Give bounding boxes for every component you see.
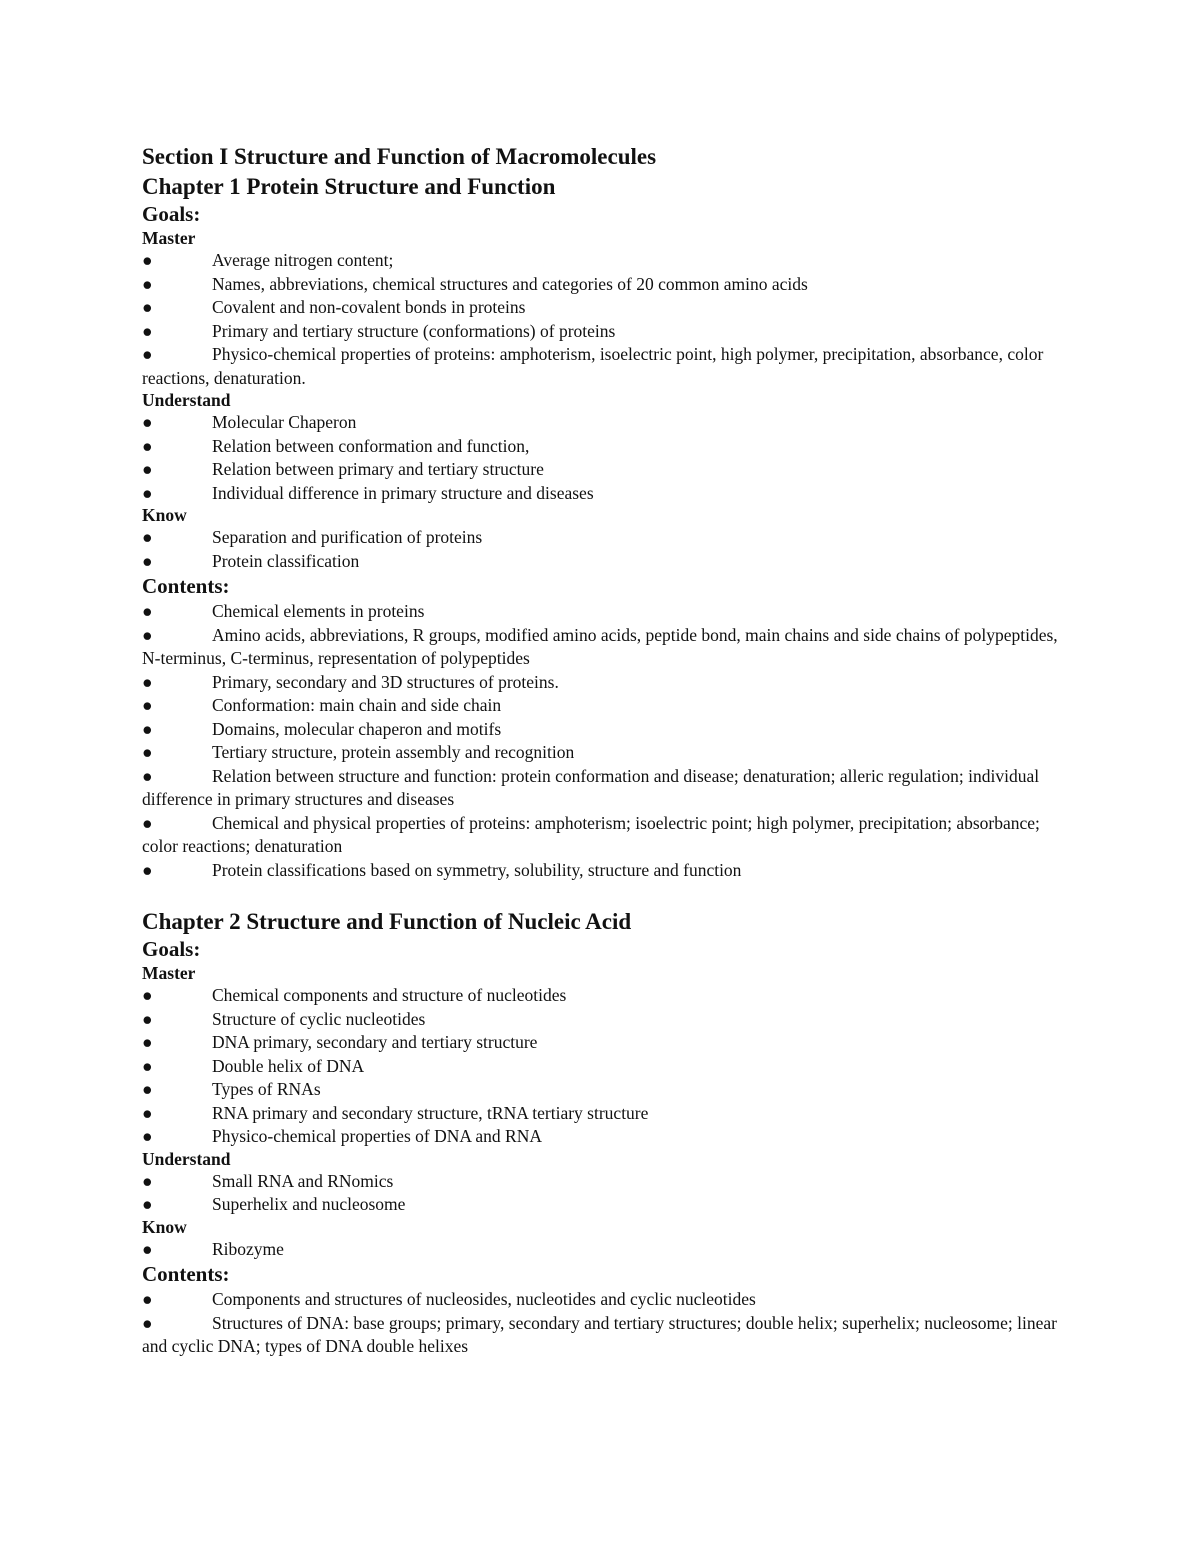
bullet-icon: ● [142, 624, 153, 645]
bullet-icon: ● [142, 1008, 153, 1029]
know-list-item [142, 1238, 1062, 1262]
section-title: Section I Structure and Function of Macromolecules [142, 144, 657, 169]
bullet-icon: ● [142, 718, 153, 739]
contents-list-item [142, 600, 1062, 624]
bullet-icon: ● [142, 742, 153, 762]
list-item-text: Names, abbreviations, chemical structures and categories of 20 common amino acids [212, 273, 808, 294]
bullet-icon: ● [142, 1126, 153, 1146]
list-item-text: Relation between primary and tertiary structure [212, 459, 544, 479]
master-list-item [142, 343, 1062, 390]
bullet-icon: ● [142, 695, 153, 715]
understand-label: Understand [142, 1148, 231, 1169]
bullet-icon: ● [142, 482, 153, 503]
list-item-text: DNA primary, secondary and tertiary structure [212, 1032, 538, 1052]
know-list-item [142, 550, 1062, 574]
list-item-text: Structures of DNA: base groups; primary, secondary and tertiary structures; double helix; superhelix; nucleosome; linear and cyclic DNA; types of DNA double helixes [142, 1312, 1057, 1356]
master-list-item [142, 320, 1062, 344]
bullet-icon: ● [142, 859, 153, 880]
master-list-item [142, 249, 1062, 273]
list-item-text: Relation between structure and function: protein conformation and disease; denaturation; alleric regulation; individual difference in primary structures and diseases [142, 765, 1040, 809]
contents-list-item [142, 718, 1062, 742]
bullet-icon: ● [142, 320, 153, 341]
contents-heading: Contents: [142, 1262, 230, 1286]
list-item-text: Primary and tertiary structure (conformations) of proteins [212, 320, 616, 341]
understand-list-item [142, 1193, 1062, 1217]
list-item-text: Primary, secondary and 3D structures of proteins. [212, 671, 559, 692]
understand-list-item [142, 1170, 1062, 1194]
bullet-icon: ● [142, 1032, 153, 1052]
understand-list-item [142, 458, 1062, 482]
list-item-text: Components and structures of nucleosides, nucleotides and cyclic nucleotides [212, 1289, 756, 1309]
list-item-text: Physico-chemical properties of DNA and RNA [212, 1126, 542, 1146]
list-item-text: Average nitrogen content; [212, 250, 394, 270]
bullet-icon: ● [142, 297, 153, 317]
list-item-text: Small RNA and RNomics [212, 1170, 394, 1191]
list-item-text: Amino acids, abbreviations, R groups, modified amino acids, peptide bond, main chains and side chains of polypeptides, N-terminus, C-terminus, representation of polypeptides [142, 624, 1058, 668]
understand-label: Understand [142, 390, 231, 410]
list-item-text: Physico-chemical properties of proteins: amphoterism, isoelectric point, high polymer, precipitation, absorbance, color reactions, denaturation. [142, 344, 1044, 388]
contents-list-item [142, 671, 1062, 695]
contents-list-item [142, 624, 1062, 671]
know-label: Know [142, 505, 187, 525]
list-item-text: Chemical elements in proteins [212, 601, 425, 621]
understand-list-item [142, 411, 1062, 435]
know-label: Know [142, 1216, 187, 1237]
master-list-item [142, 1008, 1062, 1032]
list-item-text: Tertiary structure, protein assembly and recognition [212, 742, 575, 762]
bullet-icon: ● [142, 1079, 153, 1099]
bullet-icon: ● [142, 550, 153, 571]
bullet-icon: ● [142, 412, 153, 432]
contents-heading: Contents: [142, 574, 230, 598]
list-item-text: Ribozyme [212, 1238, 284, 1259]
master-label: Master [142, 228, 196, 248]
bullet-icon: ● [142, 1055, 153, 1076]
bullet-icon: ● [142, 812, 153, 833]
master-list-item [142, 1125, 1062, 1149]
list-item-text: Protein classifications based on symmetry, solubility, structure and function [212, 859, 742, 880]
bullet-icon: ● [142, 985, 153, 1005]
contents-list-item [142, 1312, 1062, 1359]
list-item-text: Types of RNAs [212, 1079, 321, 1099]
list-item-text: Superhelix and nucleosome [212, 1194, 406, 1214]
bullet-icon: ● [142, 671, 153, 692]
contents-list-item [142, 812, 1062, 859]
list-item-text: Separation and purification of proteins [212, 527, 483, 547]
bullet-icon: ● [142, 273, 153, 294]
contents-list-item [142, 765, 1062, 812]
bullet-icon: ● [142, 601, 153, 621]
contents-list-item [142, 859, 1062, 883]
bullet-icon: ● [142, 459, 153, 479]
understand-list-item [142, 435, 1062, 459]
master-label: Master [142, 963, 196, 983]
list-item-text: Conformation: main chain and side chain [212, 695, 502, 715]
master-list-item [142, 296, 1062, 320]
bullet-icon: ● [142, 527, 153, 547]
master-list-item [142, 1102, 1062, 1126]
list-item-text: Relation between conformation and function, [212, 435, 530, 456]
list-item-text: Covalent and non-covalent bonds in proteins [212, 297, 526, 317]
understand-list-item [142, 482, 1062, 506]
list-item-text: Chemical and physical properties of proteins: amphoterism; isoelectric point; high polymer, precipitation; absorbance; color reactions; denaturation [142, 812, 1040, 856]
contents-list-item [142, 741, 1062, 765]
contents-list-item [142, 1288, 1062, 1312]
bullet-icon: ● [142, 250, 153, 270]
know-list-item [142, 526, 1062, 550]
list-item-text: Structure of cyclic nucleotides [212, 1008, 426, 1029]
bullet-icon: ● [142, 1170, 153, 1191]
list-item-text: RNA primary and secondary structure, tRNA tertiary structure [212, 1102, 649, 1123]
master-list-item [142, 1055, 1062, 1079]
master-list-item [142, 273, 1062, 297]
bullet-icon: ● [142, 1238, 153, 1259]
master-list-item [142, 984, 1062, 1008]
list-item-text: Molecular Chaperon [212, 412, 357, 432]
goals-heading: Goals: [142, 937, 201, 961]
document-page [142, 141, 1062, 1359]
bullet-icon: ● [142, 765, 153, 786]
master-list-item [142, 1078, 1062, 1102]
list-item-text: Individual difference in primary structure and diseases [212, 482, 594, 503]
list-item-text: Double helix of DNA [212, 1055, 365, 1076]
chapters [142, 172, 1062, 1359]
master-list-item [142, 1031, 1062, 1055]
chapter-title: Chapter 1 Protein Structure and Function [142, 174, 556, 199]
bullet-icon: ● [142, 1312, 153, 1333]
contents-list-item [142, 694, 1062, 718]
bullet-icon: ● [142, 1289, 153, 1309]
bullet-icon: ● [142, 1102, 153, 1123]
bullet-icon: ● [142, 1194, 153, 1214]
bullet-icon: ● [142, 344, 153, 364]
list-item-text: Chemical components and structure of nucleotides [212, 985, 567, 1005]
list-item-text: Domains, molecular chaperon and motifs [212, 718, 502, 739]
bullet-icon: ● [142, 435, 153, 456]
chapter-title: Chapter 2 Structure and Function of Nucleic Acid [142, 909, 632, 934]
goals-heading: Goals: [142, 202, 201, 226]
list-item-text: Protein classification [212, 550, 360, 571]
